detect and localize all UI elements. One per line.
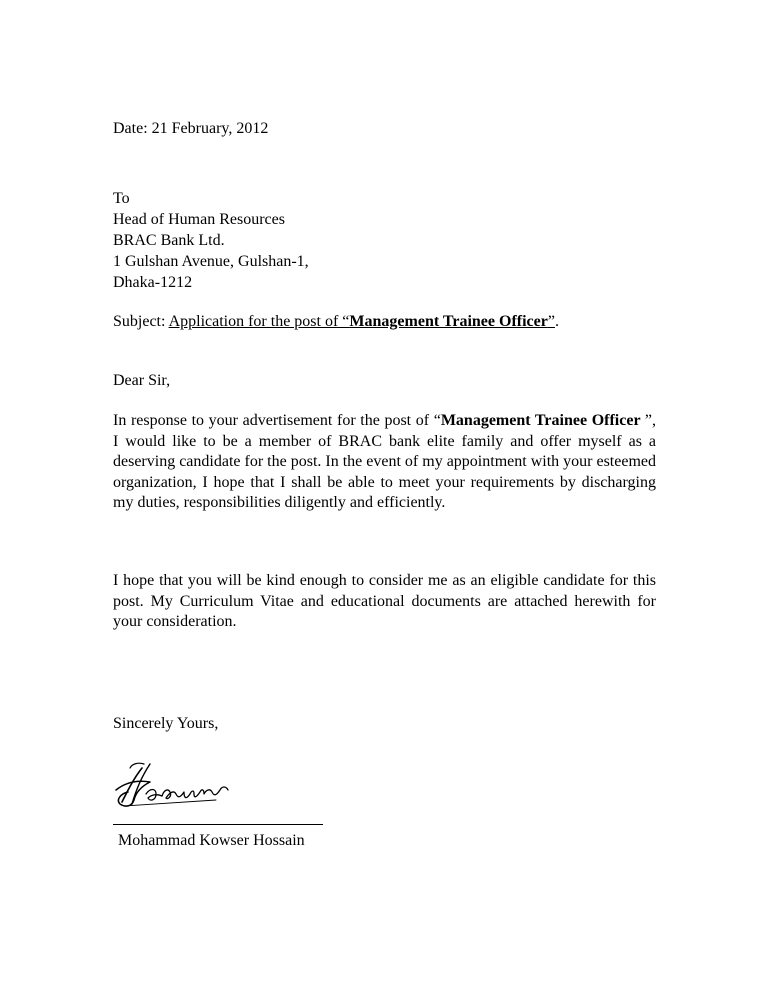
body1-suffix: ”, I would like to be a member of BRAC bank elite family and offer myself as a deserving candidate for the post. In the event of my appointment with your esteemed organization, I hope that I shall be able to meet your requirements by discharging my duties, responsibilities diligently and efficiently. bbox=[113, 412, 656, 511]
subject-end: . bbox=[554, 313, 559, 330]
recipient-city: Dhaka-1212 bbox=[113, 274, 193, 291]
salutation: Dear Sir, bbox=[113, 372, 171, 389]
handwritten-signature bbox=[112, 750, 237, 812]
recipient-street: 1 Gulshan Avenue, Gulshan-1, bbox=[113, 253, 309, 270]
body1-prefix: In response to your advertisement for the post of “ bbox=[113, 412, 441, 429]
subject-text-suffix: ” bbox=[547, 313, 555, 330]
subject-position: Management Trainee Officer bbox=[349, 313, 548, 330]
subject-label: Subject: bbox=[113, 313, 169, 330]
subject-text bbox=[169, 313, 555, 330]
letter-date: Date: 21 February, 2012 bbox=[113, 120, 269, 137]
body1-position: Management Trainee Officer bbox=[440, 412, 645, 429]
body-paragraph-1 bbox=[113, 411, 656, 514]
recipient-title: Head of Human Resources bbox=[113, 211, 285, 228]
signature-line bbox=[113, 824, 323, 825]
closing: Sincerely Yours, bbox=[113, 715, 219, 732]
body-paragraph-2: I hope that you will be kind enough to consider me as an eligible candidate for this post. My Curriculum Vitae and educational documents are attached herewith for your consideration. bbox=[113, 572, 656, 630]
subject-text-prefix: Application for the post of “ bbox=[168, 313, 350, 330]
recipient-to: To bbox=[113, 190, 130, 207]
subject-line bbox=[113, 312, 559, 332]
signature-name: Mohammad Kowser Hossain bbox=[118, 832, 305, 849]
recipient-company: BRAC Bank Ltd. bbox=[113, 232, 225, 249]
